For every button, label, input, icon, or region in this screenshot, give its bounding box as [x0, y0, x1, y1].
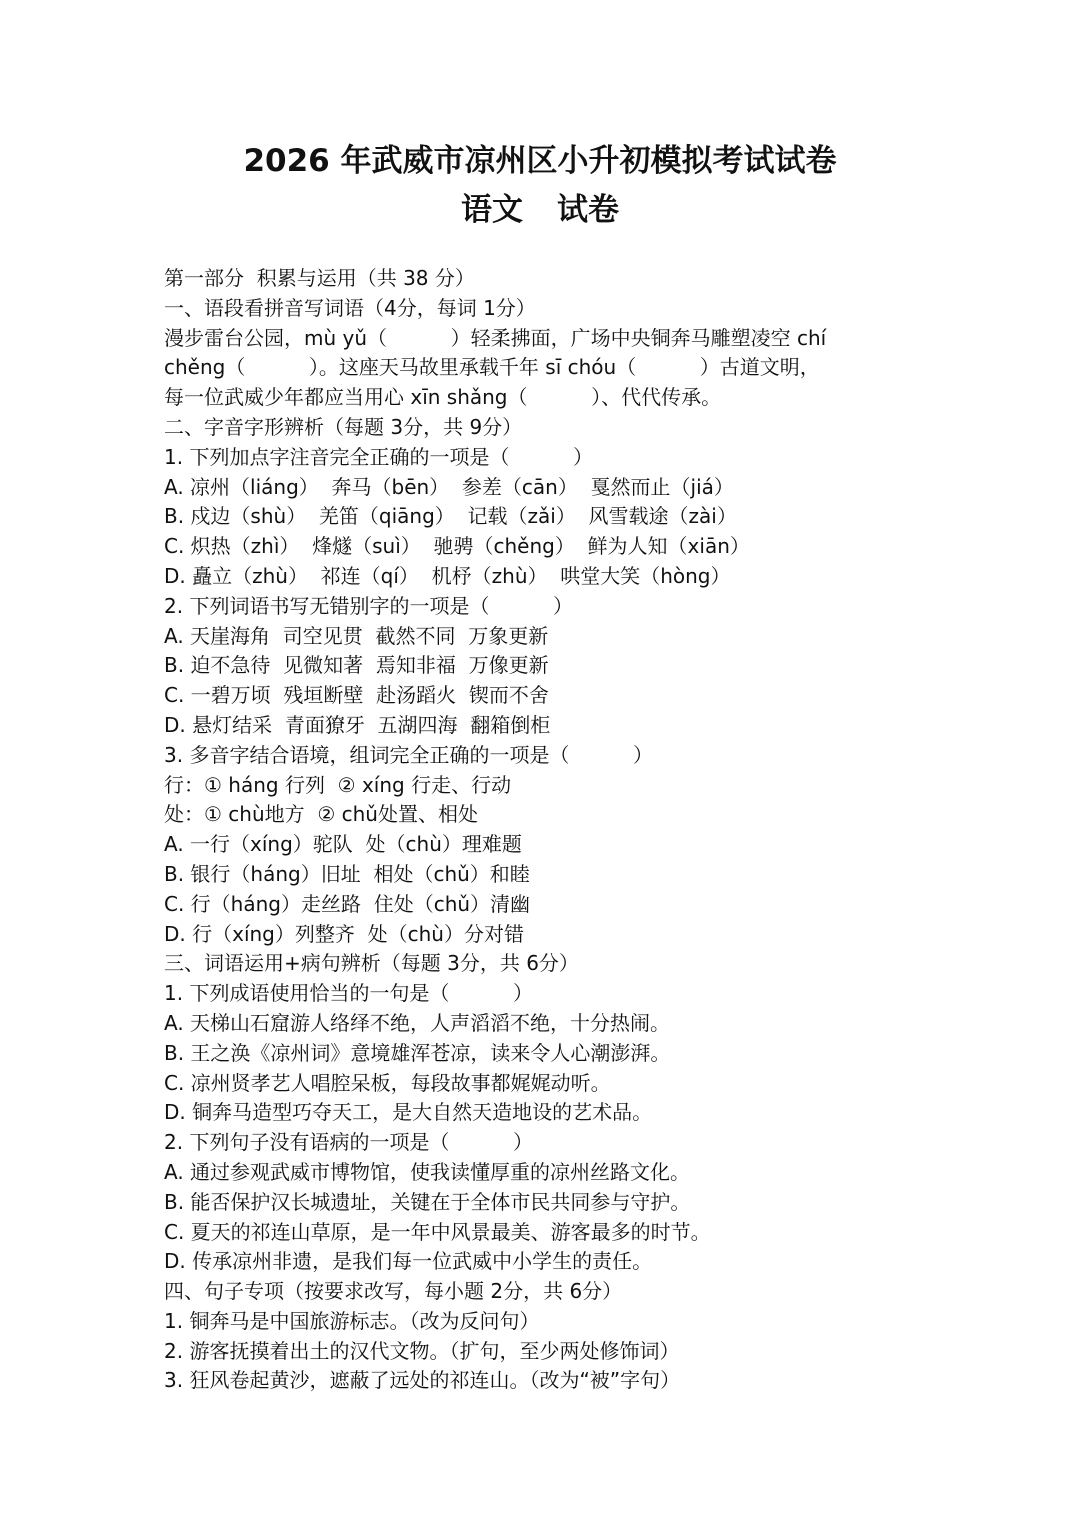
- exam-text-line: 漫步雷台公园，mù yǔ（ ）轻柔拂面，广场中央铜奔马雕塑凌空 chí: [164, 325, 827, 350]
- subject-label: 语文: [461, 192, 523, 228]
- exam-body: [164, 264, 944, 1396]
- exam-text-line: B. 王之涣《凉州词》意境雄浑苍凉，读来令人心潮澎湃。: [164, 1040, 671, 1065]
- exam-title: 2026 年武威市凉州区小升初模拟考试试卷: [243, 143, 837, 179]
- exam-text-line: A. 天崖海角 司空见贯 截然不同 万象更新: [164, 623, 549, 648]
- exam-subtitle: [0, 184, 1080, 229]
- exam-text-line: C. 炽热（zhì） 烽燧（suì） 驰骋（chěng） 鲜为人知（xiān）: [164, 534, 750, 559]
- exam-text-line: 2. 下列句子没有语病的一项是（ ）: [164, 1130, 534, 1155]
- exam-text-line: 二、字音字形辨析（每题 3分，共 9分）: [164, 414, 523, 439]
- exam-text-line: 2. 下列词语书写无错别字的一项是（ ）: [164, 593, 574, 618]
- exam-text-line: B. 迫不急待 见微知著 焉知非福 万像更新: [164, 653, 549, 678]
- exam-text-line: 2. 游客抚摸着出土的汉代文物。（扩句，至少两处修饰词）: [164, 1338, 680, 1363]
- exam-text-line: 1. 铜奔马是中国旅游标志。（改为反问句）: [164, 1308, 540, 1333]
- exam-text-line: D. 行（xíng）列整齐 处（chù）分对错: [164, 921, 524, 946]
- exam-text-line: 1. 下列加点字注音完全正确的一项是（ ）: [164, 444, 594, 469]
- exam-text-line: 3. 狂风卷起黄沙，遮蔽了远处的祁连山。（改为“被”字句）: [164, 1368, 681, 1393]
- exam-text-line: B. 戍边（shù） 羌笛（qiāng） 记载（zǎi） 风雪载途（zài）: [164, 504, 737, 529]
- exam-text-line: A. 通过参观武威市博物馆，使我读懂厚重的凉州丝路文化。: [164, 1159, 691, 1184]
- exam-text-line: A. 一行（xíng）驼队 处（chù）理难题: [164, 832, 522, 857]
- paper-label: 试卷: [557, 192, 619, 228]
- exam-text-line: B. 银行（háng）旧址 相处（chǔ）和睦: [164, 861, 530, 886]
- exam-text-line: D. 悬灯结采 青面獠牙 五湖四海 翻箱倒柜: [164, 712, 551, 737]
- exam-text-line: 1. 下列成语使用恰当的一句是（ ）: [164, 981, 534, 1006]
- exam-text-line: C. 凉州贤孝艺人唱腔呆板，每段故事都娓娓动听。: [164, 1070, 611, 1095]
- exam-text-line: C. 一碧万顷 残垣断壁 赴汤蹈火 锲而不舍: [164, 683, 549, 708]
- exam-text-line: D. 铜奔马造型巧夺天工，是大自然天造地设的艺术品。: [164, 1100, 653, 1125]
- exam-text-line: C. 夏天的祁连山草原，是一年中风景最美、游客最多的时节。: [164, 1219, 711, 1244]
- exam-text-line: C. 行（háng）走丝路 住处（chǔ）清幽: [164, 891, 531, 916]
- exam-text-line: B. 能否保护汉长城遗址，关键在于全体市民共同参与守护。: [164, 1189, 691, 1214]
- exam-text-line: 3. 多音字结合语境，组词完全正确的一项是（ ）: [164, 742, 654, 767]
- exam-text-line: 三、词语运用+病句辨析（每题 3分，共 6分）: [164, 951, 579, 976]
- exam-text-line: A. 天梯山石窟游人络绎不绝，人声滔滔不绝，十分热闹。: [164, 1010, 671, 1035]
- exam-text-line: A. 凉州（liáng） 奔马（bēn） 参差（cān） 戛然而止（jiá）: [164, 474, 734, 499]
- exam-text-line: 处：① chù地方 ② chǔ处置、相处: [164, 802, 478, 827]
- exam-text-line: 每一位武威少年都应当用心 xīn shǎng（ ）、代代传承。: [164, 385, 722, 410]
- exam-text-line: chěng（ ）。这座天马故里承载千年 sī chóu（ ）古道文明，: [164, 355, 820, 380]
- exam-text-line: D. 矗立（zhù） 祁连（qí） 机杼（zhù） 哄堂大笑（hòng）: [164, 563, 731, 588]
- exam-text-line: D. 传承凉州非遗，是我们每一位武威中小学生的责任。: [164, 1249, 653, 1274]
- exam-text-line: 行：① háng 行列 ② xíng 行走、行动: [164, 772, 512, 797]
- exam-text-line: 第一部分 积累与运用（共 38 分）: [164, 266, 475, 290]
- exam-text-line: 一、语段看拼音写词语（4分，每词 1分）: [164, 295, 536, 320]
- exam-text-line: 四、句子专项（按要求改写，每小题 2分，共 6分）: [164, 1279, 623, 1304]
